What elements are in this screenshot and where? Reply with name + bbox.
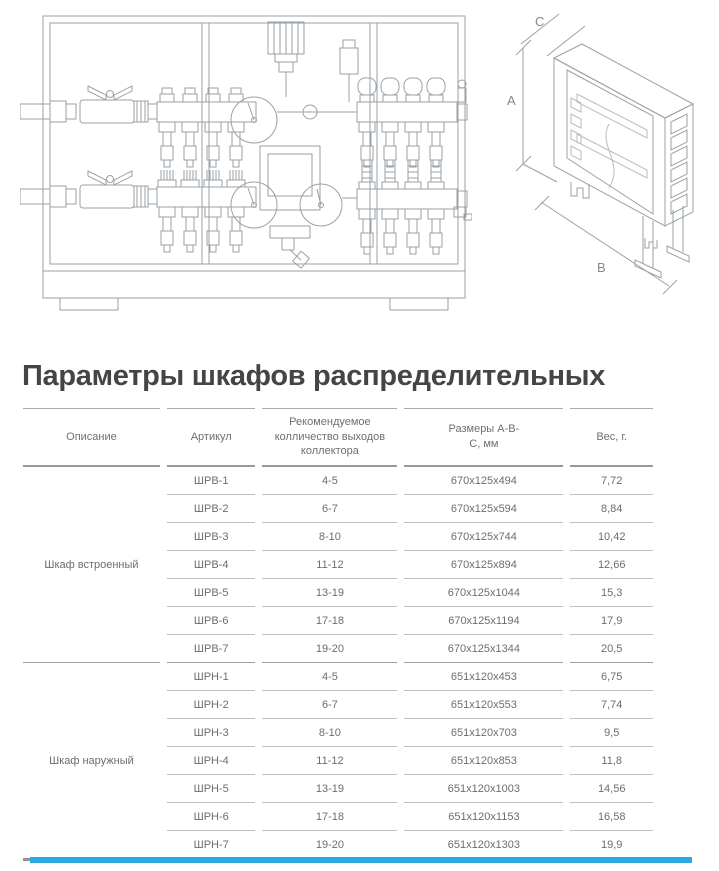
inlet-pipes xyxy=(20,101,76,207)
cell-outputs: 4-5 xyxy=(262,663,397,691)
cell-outputs: 13-19 xyxy=(262,579,397,607)
header-article: Артикул xyxy=(167,408,256,467)
cell-outputs: 11-12 xyxy=(262,747,397,775)
cabinet-legs xyxy=(635,206,689,278)
cell-outputs: 6-7 xyxy=(262,691,397,719)
group-label-built-in: Шкаф встроенный xyxy=(23,467,160,663)
cell-outputs: 8-10 xyxy=(262,719,397,747)
cell-article: ШРВ-1 xyxy=(167,467,256,495)
cell-size: 651x120x853 xyxy=(404,747,563,775)
cell-outputs: 6-7 xyxy=(262,495,397,523)
cell-article: ШРВ-3 xyxy=(167,523,256,551)
cell-size: 651x120x453 xyxy=(404,663,563,691)
cabinet-front-frame xyxy=(554,58,665,226)
cell-weight: 16,58 xyxy=(570,803,653,831)
header-outputs: Рекомендуемое колличество выходов коллектора xyxy=(262,408,397,467)
air-vent-valve xyxy=(340,48,358,74)
cabinet-side-face xyxy=(665,104,693,226)
cell-article: ШРВ-6 xyxy=(167,607,256,635)
cell-outputs: 8-10 xyxy=(262,523,397,551)
cell-weight: 11,8 xyxy=(570,747,653,775)
table-row xyxy=(23,663,653,691)
dimension-label-a: A xyxy=(507,93,516,108)
dimension-label-b: B xyxy=(597,260,606,275)
cell-size: 651x120x1153 xyxy=(404,803,563,831)
cell-outputs: 17-18 xyxy=(262,607,397,635)
cell-weight: 15,3 xyxy=(570,579,653,607)
cell-article: ШРН-1 xyxy=(167,663,256,691)
header-dimensions: Размеры А-В-С, мм xyxy=(404,408,563,467)
drain-valve xyxy=(282,238,294,250)
cell-weight: 7,74 xyxy=(570,691,653,719)
cell-article: ШРВ-4 xyxy=(167,551,256,579)
cell-weight: 19,9 xyxy=(570,831,653,861)
cell-weight: 10,42 xyxy=(570,523,653,551)
cell-weight: 12,66 xyxy=(570,551,653,579)
cell-weight: 8,84 xyxy=(570,495,653,523)
manifold-lower-left xyxy=(157,170,256,252)
manifold-lower-right xyxy=(357,160,472,254)
cell-size: 670x125x894 xyxy=(404,551,563,579)
cell-article: ШРН-2 xyxy=(167,691,256,719)
mounting-slot xyxy=(571,182,589,198)
ball-valve-top xyxy=(80,86,157,123)
ball-valve-bottom xyxy=(80,171,157,208)
cell-size: 670x125x1344 xyxy=(404,635,563,663)
cabinet-isometric-drawing xyxy=(497,6,715,306)
cell-outputs: 19-20 xyxy=(262,831,397,861)
footer-accent-bar xyxy=(30,857,692,863)
cell-size: 651x120x553 xyxy=(404,691,563,719)
table-header-row xyxy=(23,408,653,467)
dimension-label-c: C xyxy=(535,14,545,29)
cell-outputs: 11-12 xyxy=(262,551,397,579)
manifold-upper-left xyxy=(157,88,256,167)
manifold-upper-right xyxy=(357,78,467,167)
cell-size: 670x125x594 xyxy=(404,495,563,523)
manifold-cabinet-front-view-drawing xyxy=(20,8,472,313)
group-label-external: Шкаф наружный xyxy=(23,663,160,861)
cell-size: 670x125x1044 xyxy=(404,579,563,607)
cell-weight: 6,75 xyxy=(570,663,653,691)
cell-weight: 7,72 xyxy=(570,467,653,495)
cell-weight: 14,56 xyxy=(570,775,653,803)
cell-size: 670x125x494 xyxy=(404,467,563,495)
cabinet-top-face xyxy=(554,44,693,118)
cell-article: ШРН-7 xyxy=(167,831,256,861)
cabinet-interior xyxy=(571,94,647,188)
cell-size: 651x120x703 xyxy=(404,719,563,747)
cell-weight: 9,5 xyxy=(570,719,653,747)
parameters-table xyxy=(16,408,660,861)
table-row xyxy=(23,467,653,495)
cell-article: ШРВ-7 xyxy=(167,635,256,663)
cell-weight: 20,5 xyxy=(570,635,653,663)
cell-size: 670x125x744 xyxy=(404,523,563,551)
cell-article: ШРН-6 xyxy=(167,803,256,831)
header-description: Описание xyxy=(23,408,160,467)
header-weight: Вес, г. xyxy=(570,408,653,467)
cabinet-outline xyxy=(43,16,465,310)
cell-outputs: 13-19 xyxy=(262,775,397,803)
cell-size: 651x120x1303 xyxy=(404,831,563,861)
page-title: Параметры шкафов распределительных xyxy=(22,360,606,393)
vent-slots xyxy=(671,114,687,214)
cell-article: ШРВ-5 xyxy=(167,579,256,607)
cell-outputs: 19-20 xyxy=(262,635,397,663)
cell-weight: 17,9 xyxy=(570,607,653,635)
cell-size: 670x125x1194 xyxy=(404,607,563,635)
cell-article: ШРН-5 xyxy=(167,775,256,803)
cell-outputs: 4-5 xyxy=(262,467,397,495)
cell-outputs: 17-18 xyxy=(262,803,397,831)
cell-size: 651x120x1003 xyxy=(404,775,563,803)
pump-group xyxy=(231,22,358,268)
cell-article: ШРН-4 xyxy=(167,747,256,775)
cell-article: ШРН-3 xyxy=(167,719,256,747)
cell-article: ШРВ-2 xyxy=(167,495,256,523)
